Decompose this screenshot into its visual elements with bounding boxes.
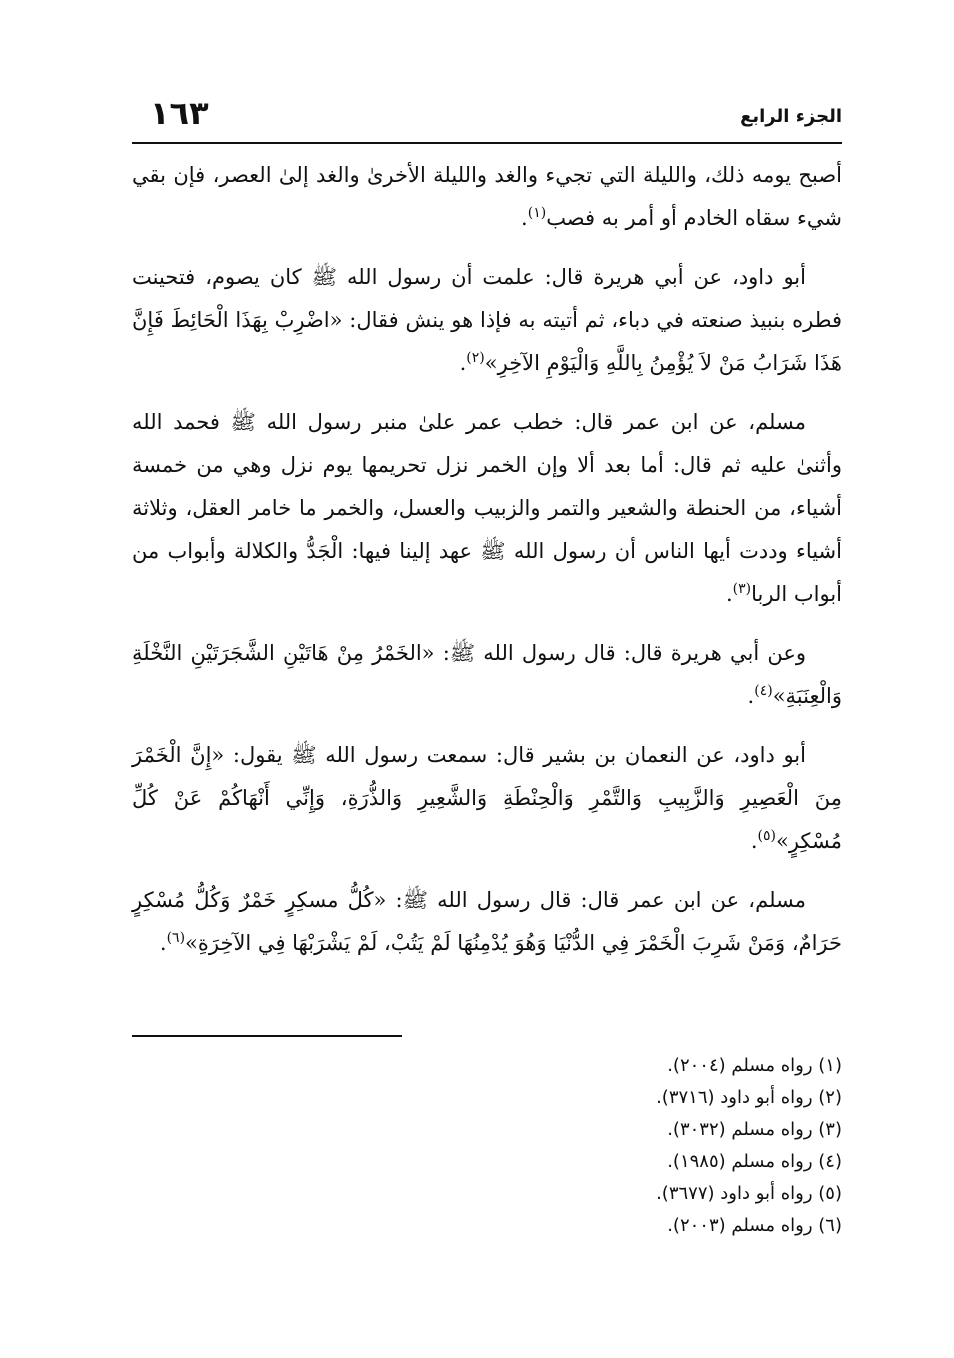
footnote-ref[interactable]: (٥) [757, 828, 776, 844]
paragraph [132, 632, 842, 718]
paragraph-tail: . [747, 684, 755, 708]
paragraph-text: أبو داود، عن النعمان بن بشير قال: سمعت رسول الله ﷺ يقول: «إِنَّ الْخَمْرَ مِنَ الْعَصِيرِ وَالزَّبِيبِ وَالتَّمْرِ وَالْحِنْطَةِ وَالشَّعِيرِ وَالذُّرَةِ، وَإِنِّي أَنْهَاكُمْ عَنْ كُلِّ مُسْكِرٍ» [132, 743, 842, 853]
footnote-ref[interactable]: (١) [527, 205, 547, 221]
footnote-ref[interactable]: (٤) [754, 683, 773, 699]
footnote: (٦) رواه مسلم (٢٠٠٣). [667, 1215, 842, 1236]
paragraph-text: وعن أبي هريرة قال: قال رسول الله ﷺ: «الخَمْرُ مِنْ هَاتَيْنِ الشَّجَرَتَيْنِ النَّخْلَةِ وَالْعِنَبَةِ» [132, 641, 842, 708]
footnote-ref[interactable]: (٦) [166, 930, 186, 946]
footnote: (٤) رواه مسلم (١٩٨٥). [667, 1151, 842, 1172]
paragraph-tail: . [750, 829, 758, 853]
page-number: ١٦٣ [150, 94, 209, 132]
paragraph [132, 401, 842, 616]
paragraph [132, 734, 842, 863]
footnote: (٢) رواه أبو داود (٣٧١٦). [656, 1087, 842, 1108]
footnote-separator [132, 1035, 402, 1037]
paragraph-tail: . [521, 206, 528, 230]
paragraph-text: مسلم، عن ابن عمر قال: خطب عمر علىٰ منبر رسول الله ﷺ فحمد الله وأثنىٰ عليه ثم قال: أما بعد ألا وإن الخمر نزل تحريمها يوم نزل وهي من خمسة أشياء، من الحنطة والشعير والتمر والزبيب والعسل، والخمر ما خامر العقل، وثلاثة أشياء وددت أيها الناس أن رسول الله ﷺ عهد إلينا فيها: الْجَدُّ والكلالة وأبواب من أبواب الربا [132, 410, 842, 606]
paragraph-text: مسلم، عن ابن عمر قال: قال رسول الله ﷺ: «كُلُّ مسكِرٍ خَمْرٌ وَكُلُّ مُسْكِرٍ حَرَامٌ، وَمَنْ شَرِبَ الْخَمْرَ فِي الدُّنْيَا وَهُوَ يُدْمِنُهَا لَمْ يَتُبْ، لَمْ يَشْرَبْهَا فِي الآخِرَةِ» [132, 888, 842, 955]
paragraph [132, 256, 842, 385]
paragraph-tail: . [725, 582, 733, 606]
main-text [132, 154, 842, 981]
paragraph-text: أبو داود، عن أبي هريرة قال: علمت أن رسول الله ﷺ كان يصوم، فتحينت فطره بنبيذ صنعته في دباء، ثم أتيته به فإذا هو ينش فقال: «اضْرِبْ بِهَذَا الْحَائِطَ فَإِنَّ هَذَا شَرَابُ مَنْ لاَ يُؤْمِنُ بِاللَّهِ وَالْيَوْمِ الآخِرِ» [132, 265, 842, 375]
running-header [132, 92, 842, 144]
paragraph-text: أصبح يومه ذلك، والليلة التي تجيء والغد والليلة الأخرىٰ والغد إلىٰ العصر، فإن بقي شيء سقاه الخادم أو أمر به فصب [132, 163, 842, 230]
footnote: (٣) رواه مسلم (٣٠٣٢). [667, 1119, 842, 1140]
footnote-ref[interactable]: (٢) [466, 350, 485, 366]
paragraph [132, 154, 842, 240]
footnotes [442, 1050, 842, 1242]
footnote: (١) رواه مسلم (٢٠٠٤). [667, 1055, 842, 1076]
footnote: (٥) رواه أبو داود (٣٦٧٧). [656, 1183, 842, 1204]
footnote-ref[interactable]: (٣) [732, 581, 752, 597]
part-title: الجزء الرابع [740, 106, 842, 127]
paragraph-tail: . [159, 931, 167, 955]
paragraph-tail: . [459, 351, 467, 375]
paragraph [132, 879, 842, 965]
